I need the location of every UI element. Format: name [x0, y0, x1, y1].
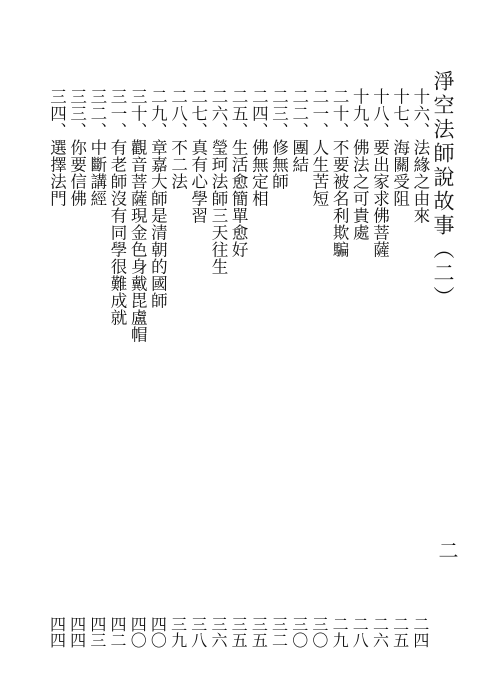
toc-entry-text — [188, 88, 208, 608]
toc-entry-title: 中斷講經 — [87, 139, 107, 207]
table-of-contents — [46, 88, 430, 648]
toc-entry — [127, 88, 147, 648]
toc-entry-number: 二九 — [148, 88, 168, 122]
toc-entry-page: 三八 — [188, 616, 208, 648]
toc-entry-page: 四〇 — [128, 616, 148, 648]
toc-entry-title: 章嘉大師是清朝的國師 — [148, 139, 168, 309]
toc-entry-text — [168, 88, 188, 608]
toc-entry-title: 你要信佛 — [67, 139, 87, 207]
toc-entry-text — [208, 88, 228, 608]
toc-entry — [369, 88, 389, 648]
toc-entry-title: 要出家求佛菩薩 — [370, 139, 390, 258]
toc-entry — [67, 88, 87, 648]
toc-entry-title: 佛法之可貴處 — [350, 139, 370, 241]
toc-entry-page: 四三 — [87, 616, 107, 648]
toc-entry-text — [329, 88, 349, 608]
toc-entry-title: 有老師沒有同學很難成就 — [108, 139, 127, 326]
toc-entry-number: 十六 — [410, 88, 430, 122]
toc-entry-text — [46, 88, 66, 608]
toc-entry-number: 二六 — [208, 88, 228, 122]
toc-entry-separator: 、 — [47, 122, 67, 139]
toc-entry-title: 佛無定相 — [249, 139, 269, 207]
toc-entry-number: 十九 — [350, 88, 370, 122]
toc-entry-number: 三三 — [67, 88, 87, 122]
toc-entry-title: 海關受阻 — [390, 139, 410, 207]
toc-entry-page: 三九 — [168, 616, 188, 648]
toc-entry-text — [127, 88, 147, 608]
toc-entry-number: 二三 — [269, 88, 289, 122]
toc-entry-text — [87, 88, 107, 608]
toc-entry-title: 團結 — [289, 139, 309, 173]
toc-entry — [269, 88, 289, 648]
toc-entry-title: 不要被名利欺騙 — [330, 139, 350, 258]
toc-entry-title: 真有心學習 — [188, 139, 208, 224]
toc-entry — [168, 88, 188, 648]
toc-entry-text — [248, 88, 268, 608]
toc-entry-title: 人生苦短 — [309, 139, 329, 207]
toc-entry — [87, 88, 107, 648]
toc-entry-number: 三十 — [128, 88, 148, 122]
toc-entry-separator: 、 — [289, 122, 309, 139]
toc-entry-text — [289, 88, 309, 608]
toc-entry-page: 四四 — [47, 616, 67, 648]
toc-entry-text — [107, 88, 127, 608]
toc-entry-number: 十八 — [370, 88, 390, 122]
toc-entry-separator: 、 — [148, 122, 168, 139]
toc-entry-separator: 、 — [128, 122, 148, 139]
toc-entry-page: 二八 — [350, 616, 370, 648]
toc-entry-page: 二九 — [330, 616, 350, 648]
toc-entry-title: 瑩珂法師三天往生 — [208, 139, 228, 275]
toc-entry-separator: 、 — [390, 122, 410, 139]
toc-entry — [107, 88, 127, 648]
toc-entry-text — [349, 88, 369, 608]
toc-entry-number: 十七 — [390, 88, 410, 122]
toc-entry-text — [269, 88, 289, 608]
toc-entry-page: 二六 — [370, 616, 390, 648]
toc-entry-separator: 、 — [168, 122, 188, 139]
toc-entry-text — [147, 88, 167, 608]
toc-entry-number: 二二 — [289, 88, 309, 122]
toc-entry — [188, 88, 208, 648]
toc-entry-separator: 、 — [188, 122, 208, 139]
toc-entry-separator: 、 — [87, 122, 107, 139]
toc-entry-number: 三四 — [47, 88, 67, 122]
toc-entry-separator: 、 — [249, 122, 269, 139]
toc-entry-separator: 、 — [229, 122, 249, 139]
toc-entry-title: 修無師 — [269, 139, 289, 190]
toc-entry-title: 不二法 — [168, 139, 188, 190]
toc-entry-number: 三二 — [87, 88, 107, 122]
toc-entry-number: 二四 — [249, 88, 269, 122]
toc-entry-number: 二五 — [229, 88, 249, 122]
toc-entry — [329, 88, 349, 648]
toc-entry-title: 觀音菩薩現金色身戴毘盧帽 — [128, 139, 148, 343]
toc-entry — [309, 88, 329, 648]
toc-entry-page: 二五 — [390, 616, 410, 648]
toc-entry-page: 二四 — [410, 616, 430, 648]
toc-entry — [390, 88, 410, 648]
toc-entry-page: 三二 — [269, 616, 289, 648]
toc-entry — [410, 88, 430, 648]
running-title: 淨空法師說故事（二） — [431, 70, 455, 310]
toc-entry-text — [67, 88, 87, 608]
toc-entry-title: 法緣之由來 — [410, 139, 430, 224]
page-number: 二 — [435, 540, 459, 560]
toc-entry-page: 四二 — [108, 616, 127, 648]
toc-entry-text — [390, 88, 410, 608]
toc-entry-number: 二十 — [330, 88, 350, 122]
toc-entry-page: 三五 — [229, 616, 249, 648]
toc-entry-page: 三五 — [249, 616, 269, 648]
toc-entry-separator: 、 — [67, 122, 87, 139]
toc-entry — [208, 88, 228, 648]
toc-entry — [349, 88, 369, 648]
toc-entry-number: 二八 — [168, 88, 188, 122]
toc-entry-separator: 、 — [370, 122, 390, 139]
toc-entry-page: 三六 — [208, 616, 228, 648]
toc-entry — [46, 88, 66, 648]
toc-entry-separator: 、 — [108, 122, 127, 139]
toc-entry-separator: 、 — [208, 122, 228, 139]
toc-entry-number: 二一 — [309, 88, 329, 122]
toc-entry-number: 三一 — [108, 88, 127, 122]
toc-entry — [228, 88, 248, 648]
toc-entry-text — [228, 88, 248, 608]
toc-entry-page: 四四 — [67, 616, 87, 648]
toc-entry — [289, 88, 309, 648]
toc-entry-text — [309, 88, 329, 608]
toc-entry-page: 四〇 — [148, 616, 168, 648]
toc-entry-page: 三〇 — [309, 616, 329, 648]
toc-entry-separator: 、 — [269, 122, 289, 139]
toc-entry-title: 生活愈簡單愈好 — [229, 139, 249, 258]
toc-entry-separator: 、 — [350, 122, 370, 139]
toc-entry-text — [369, 88, 389, 608]
toc-entry-separator: 、 — [309, 122, 329, 139]
toc-entry-title: 選擇法門 — [47, 139, 67, 207]
toc-entry-separator: 、 — [410, 122, 430, 139]
toc-entry — [147, 88, 167, 648]
toc-entry-text — [410, 88, 430, 608]
toc-entry-number: 二七 — [188, 88, 208, 122]
toc-entry — [248, 88, 268, 648]
toc-entry-separator: 、 — [330, 122, 350, 139]
toc-entry-page: 三〇 — [289, 616, 309, 648]
